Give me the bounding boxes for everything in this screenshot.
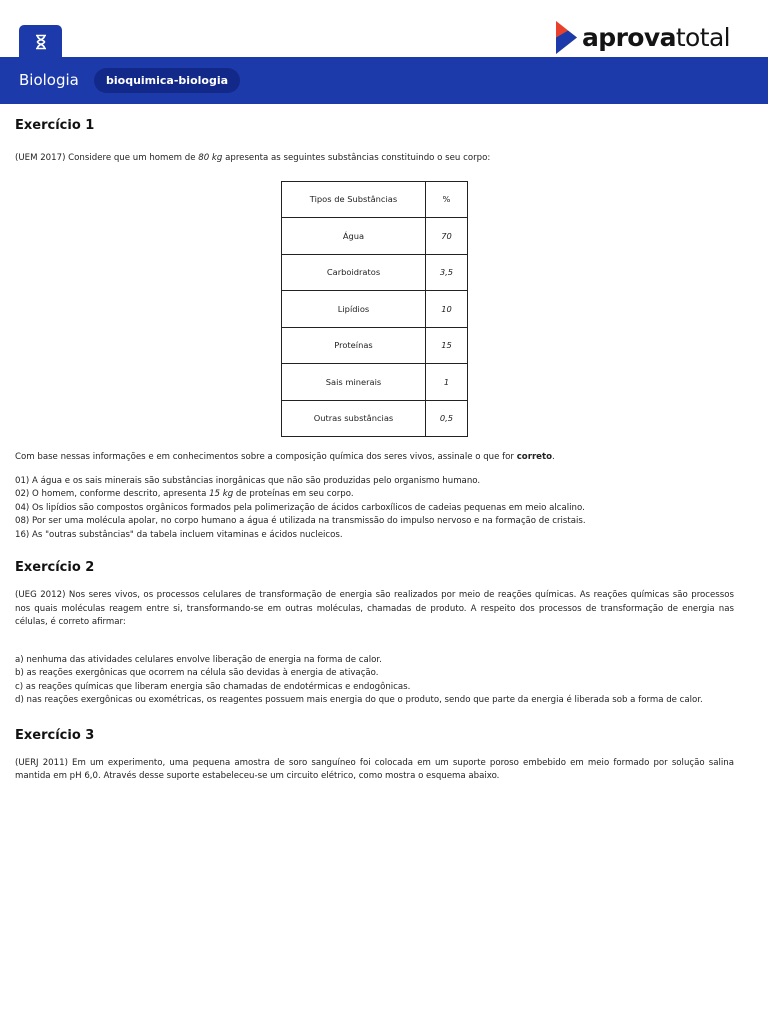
table-row xyxy=(282,254,468,291)
option-02: 02) O homem, conforme descrito, apresenta 15 kg de proteínas em seu corpo. xyxy=(15,489,354,499)
substances-table xyxy=(281,181,468,438)
option-a: a) nenhuma das atividades celulares envolve liberação de energia na forma de calor. xyxy=(15,654,382,665)
table-cell: 10 xyxy=(426,291,468,328)
option-04: 04) Os lipídios são compostos orgânicos formados pela polimerização de ácidos carboxílicos de cadeias pequenas em meio alcalino. xyxy=(15,502,585,513)
aprova-total-logo xyxy=(556,19,730,55)
logo-word-total: total xyxy=(675,22,731,52)
table-header-cell: Tipos de Substâncias xyxy=(282,181,426,218)
table-cell: Água xyxy=(282,218,426,255)
option-16: 16) As "outras substâncias" da tabela incluem vitaminas e ácidos nucleicos. xyxy=(15,529,343,540)
table-cell: 0,5 xyxy=(426,400,468,437)
table-header-cell: % xyxy=(426,181,468,218)
exercise-title: Exercício 2 xyxy=(15,560,95,575)
logo-word-aprova: aprova xyxy=(582,22,676,52)
exercise-intro: (UERJ 2011) Em um experimento, uma pequena amostra de soro sanguíneo foi colocada em um suporte poroso embebido em meio formado por solução salina mantida em pH 6,0. Através desse suporte estabeleceu-se um circuito elétrico, como mostra o esquema abaixo. xyxy=(15,757,734,781)
exercise-list xyxy=(15,118,734,784)
table-cell: Outras substâncias xyxy=(282,400,426,437)
option-list xyxy=(15,475,734,543)
exercise-title: Exercício 1 xyxy=(15,118,95,133)
table-row xyxy=(282,291,468,328)
table-row xyxy=(282,327,468,364)
subject-title: Biologia xyxy=(19,71,79,89)
option-d: d) nas reações exergônicas ou exométricas, os reagentes possuem mais energia do que o produto, sendo que parte da energia é liberada sob a forma de calor. xyxy=(15,695,703,705)
table-cell: 1 xyxy=(426,364,468,401)
table-cell: Lipídios xyxy=(282,291,426,328)
exercise-3 xyxy=(15,728,734,784)
table-row xyxy=(282,218,468,255)
table-cell: Carboidratos xyxy=(282,254,426,291)
exercise-question: Com base nessas informações e em conhecimentos sobre a composição química dos seres vivos, assinale o que for correto. xyxy=(15,452,555,462)
table-row xyxy=(282,364,468,401)
table-header-row xyxy=(282,181,468,218)
option-b: b) as reações exergônicas que ocorrem na célula são devidas à energia de ativação. xyxy=(15,668,379,678)
option-08: 08) Por ser uma molécula apolar, no corpo humano a água é utilizada na transmissão do impulso nervoso e na formação de cristais. xyxy=(15,516,586,526)
table-cell: 70 xyxy=(426,218,468,255)
table-cell: 3,5 xyxy=(426,254,468,291)
logo-mark-icon xyxy=(556,21,577,54)
hourglass-tab[interactable] xyxy=(19,25,62,59)
table-cell: Proteínas xyxy=(282,327,426,364)
table-cell: Sais minerais xyxy=(282,364,426,401)
option-01: 01) A água e os sais minerais são substâncias inorgânicas que não são produzidas pelo organismo humano. xyxy=(15,475,481,486)
exercise-intro: (UEM 2017) Considere que um homem de 80 kg apresenta as seguintes substâncias constituindo o seu corpo: xyxy=(15,153,491,163)
exercise-title: Exercício 3 xyxy=(15,727,95,743)
option-c: c) as reações químicas que liberam energia são chamadas de endotérmicas e endogônicas. xyxy=(15,681,411,692)
exercise-1 xyxy=(15,118,734,542)
hourglass-icon xyxy=(34,34,48,50)
table-row xyxy=(282,400,468,437)
exercise-intro: (UEG 2012) Nos seres vivos, os processos celulares de transformação de energia são realizados por meio de reações químicas. As reações químicas são processos nos quais moléculas reagem entre si, transformando-se em outras moléculas, chamadas de produto. A respeito dos processos de transformação de energia nas células, é correto afirmar: xyxy=(15,590,734,627)
exercise-2 xyxy=(15,560,734,708)
subject-header xyxy=(0,57,768,104)
option-list xyxy=(15,654,734,708)
table-cell: 15 xyxy=(426,327,468,364)
topic-tag[interactable]: bioquimica-biologia xyxy=(94,68,240,93)
